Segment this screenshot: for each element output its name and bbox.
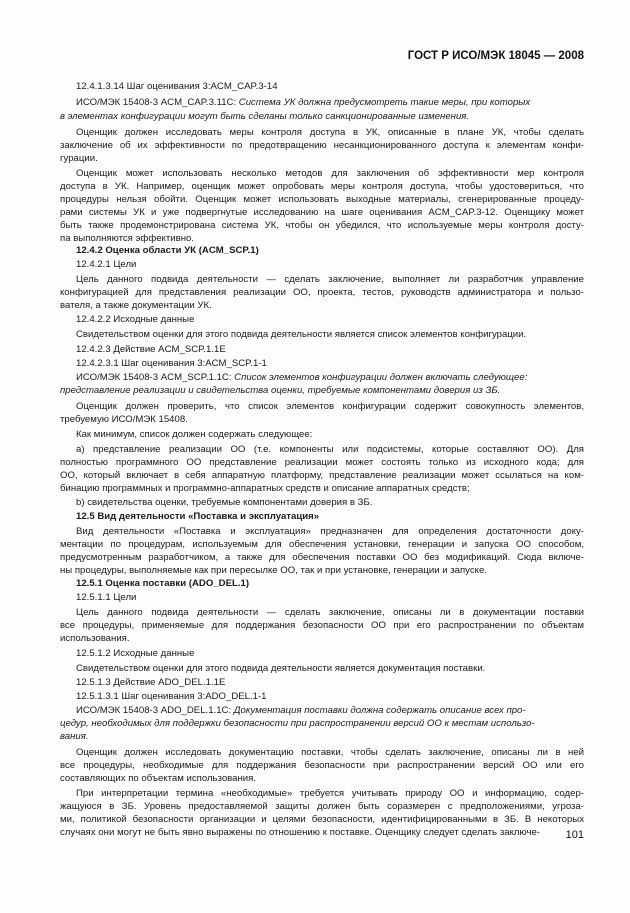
- list-item: a) представление реализации ОО (т.е. компоненты или подсистемы, которые составляют ОО). Для: [76, 444, 584, 455]
- body-line: Цель данного подвида деятельности — сделать заключение, выполняет ли разработчик управление: [76, 274, 584, 285]
- body-line: вателя, а также документации УК.: [60, 300, 212, 311]
- section-heading: 12.5 Вид деятельности «Поставка и эксплуатация»: [76, 511, 320, 522]
- step-heading: 12.4.2.3.1 Шаг оценивания 3:ACM_SCP.1-1: [76, 358, 267, 369]
- body-line: использования.: [60, 633, 130, 644]
- body-line: предусмотренным разработчиком, а также для обеспечения поставки ОО без модификаций. Сюда включе-: [60, 552, 584, 563]
- requirement-line: в элементах конфигурации могут быть сделаны только санкционированные изменения.: [60, 111, 470, 122]
- body-line: Цель данного подвида деятельности — сделать заключение, описаны ли в документации поставки: [76, 607, 584, 618]
- subsection-heading: 12.4.2.2 Исходные данные: [76, 314, 195, 325]
- subsection-heading: 12.5.1.3 Действие ADO_DEL.1.1E: [76, 677, 226, 688]
- requirement-line: [76, 371, 584, 384]
- body-line: все процедуры, необходимые для поддержания безопасности при распространении версий ОО или его: [60, 760, 584, 771]
- body-line: быть также продемонстрирована система УК, чтобы он убедился, что используемые меры контроля досту-: [60, 220, 584, 231]
- body-line: па выполняются эффективно.: [60, 233, 194, 244]
- requirement-ref: ИСО/МЭК 15408-3 ADO_DEL.1.1C:: [76, 705, 232, 716]
- body-line: гурации.: [60, 153, 98, 164]
- step-heading: 12.4.1.3.14 Шаг оценивания 3:ACM_CAP.3-14: [76, 81, 278, 92]
- body-line: Оценщик должен исследовать документацию поставки, чтобы сделать заключение, описаны ли в ней: [76, 747, 584, 758]
- page-header: ГОСТ Р ИСО/МЭК 18045 — 2008: [407, 50, 584, 62]
- body-line: составляющих по объектам использования.: [60, 773, 257, 784]
- body-line: Оценщик должен исследовать меры контроля доступа в УК, описанные в плане УК, чтобы сделать: [76, 127, 584, 138]
- body-line: При интерпретации термина «необходимые» требуется учитывать природу ОО и информацию, содер-: [76, 788, 584, 799]
- requirement-line: вания.: [60, 731, 89, 742]
- body-line: Оценщик должен проверить, что список элементов конфигурации содержит совокупность элементов,: [76, 401, 584, 412]
- subsection-heading: 12.4.2.1 Цели: [76, 259, 137, 270]
- subsection-heading: 12.5.1.1 Цели: [76, 592, 137, 603]
- body-line: Оценщик может использовать несколько методов для заключения об эффективности мер контроля: [76, 168, 584, 179]
- body-line: требуемую ИСО/МЭК 15408.: [60, 414, 188, 425]
- body-line: заключение об их эффективности по предотвращению несанкционированного доступа к элементам конфи-: [60, 140, 584, 151]
- body-line: бинацию программных и программно-аппаратных средств и описание аппаратных средств;: [60, 483, 470, 494]
- body-line: процедуры нельзя обойти. Оценщик может использовать выходные материалы, сгенерированные процеду-: [60, 194, 584, 205]
- page-number: 101: [565, 829, 584, 841]
- body-line: ны процедуры, выполняемые как при пересылке ОО, так и при установке, генерации и запуске.: [60, 565, 487, 576]
- body-line: Свидетельством оценки для этого подвида деятельности является список элементов конфигурации.: [76, 329, 527, 340]
- body-line: ми, политикой безопасности организации и целями безопасности, идентифицированными в ЗБ. В некоторых: [60, 814, 584, 825]
- body-line: ментации по процедурам, используемым для обеспечения установки, генерации и запуска ОО способом,: [60, 539, 584, 550]
- requirement-line: представление реализации и свидетельства оценки, требуемые компонентами доверия из ЗБ.: [60, 385, 501, 396]
- section-heading: 12.5.1 Оценка поставки (ADO_DEL.1): [76, 578, 250, 589]
- requirement-ref: ИСО/МЭК 15408-3 ACM_SCP.1.1C:: [76, 372, 232, 383]
- requirement-text: Список элементов конфигурации должен включать следующее:: [231, 372, 528, 383]
- requirement-ref: ИСО/МЭК 15408-3 ACM_CAP.3.11C:: [76, 97, 237, 108]
- requirement-line: [76, 96, 584, 109]
- requirement-line: цедур, необходимых для поддержки безопасности при распространении версий ОО к местам использо-: [60, 718, 535, 729]
- body-line: конфигурацией для представления реализации ОО, проекта, тестов, руководств администратора и пользо-: [60, 287, 584, 298]
- body-line: жащуюся в ЗБ. Уровень предоставляемой защиты должен быть соразмерен с предположениями, угроза-: [60, 801, 584, 812]
- body-line: Вид деятельности «Поставка и эксплуатация» предназначен для определения достаточности доку-: [76, 526, 584, 537]
- body-line: рами системы УК и уже подвергнутые исследованию на шаге оценивания ACM_CAP.3-12. Оценщику может: [60, 207, 584, 218]
- body-line: доступа в УК. Например, оценщик может опробовать меры контроля доступа, чтобы удостовериться, что: [60, 181, 584, 192]
- body-line: Свидетельством оценки для этого подвида деятельности является документация поставки.: [76, 663, 486, 674]
- list-item: b) свидетельства оценки, требуемые компонентами доверия в ЗБ.: [76, 497, 373, 508]
- body-line: Как минимум, список должен содержать следующее:: [76, 429, 313, 440]
- subsection-heading: 12.5.1.2 Исходные данные: [76, 648, 195, 659]
- section-heading: 12.4.2 Оценка области УК (ACM_SCP.1): [76, 245, 259, 256]
- body-line: полностью программного ОО представление реализации может состоять только из исходного кода; для: [60, 457, 584, 468]
- body-line: все процедуры, применяемые для поддержания безопасности ОО при его распространении по объектам: [60, 620, 584, 631]
- body-line: случаях они могут не быть явно выражены по отношению к поставке. Оценщику следует сделать заключе-: [60, 827, 540, 838]
- body-line: ОО, который включает в себя аппаратную платформу, представление реализации может ссылаться на ком-: [60, 470, 584, 481]
- subsection-heading: 12.4.2.3 Действие ACM_SCP.1.1E: [76, 344, 226, 355]
- step-heading: 12.5.1.3.1 Шаг оценивания 3:ADO_DEL.1-1: [76, 691, 267, 702]
- requirement-line: [76, 704, 584, 717]
- requirement-text: Система УК должна предусмотреть такие меры, при которых: [236, 97, 531, 108]
- requirement-text: Документация поставки должна содержать описание всех про-: [231, 705, 526, 716]
